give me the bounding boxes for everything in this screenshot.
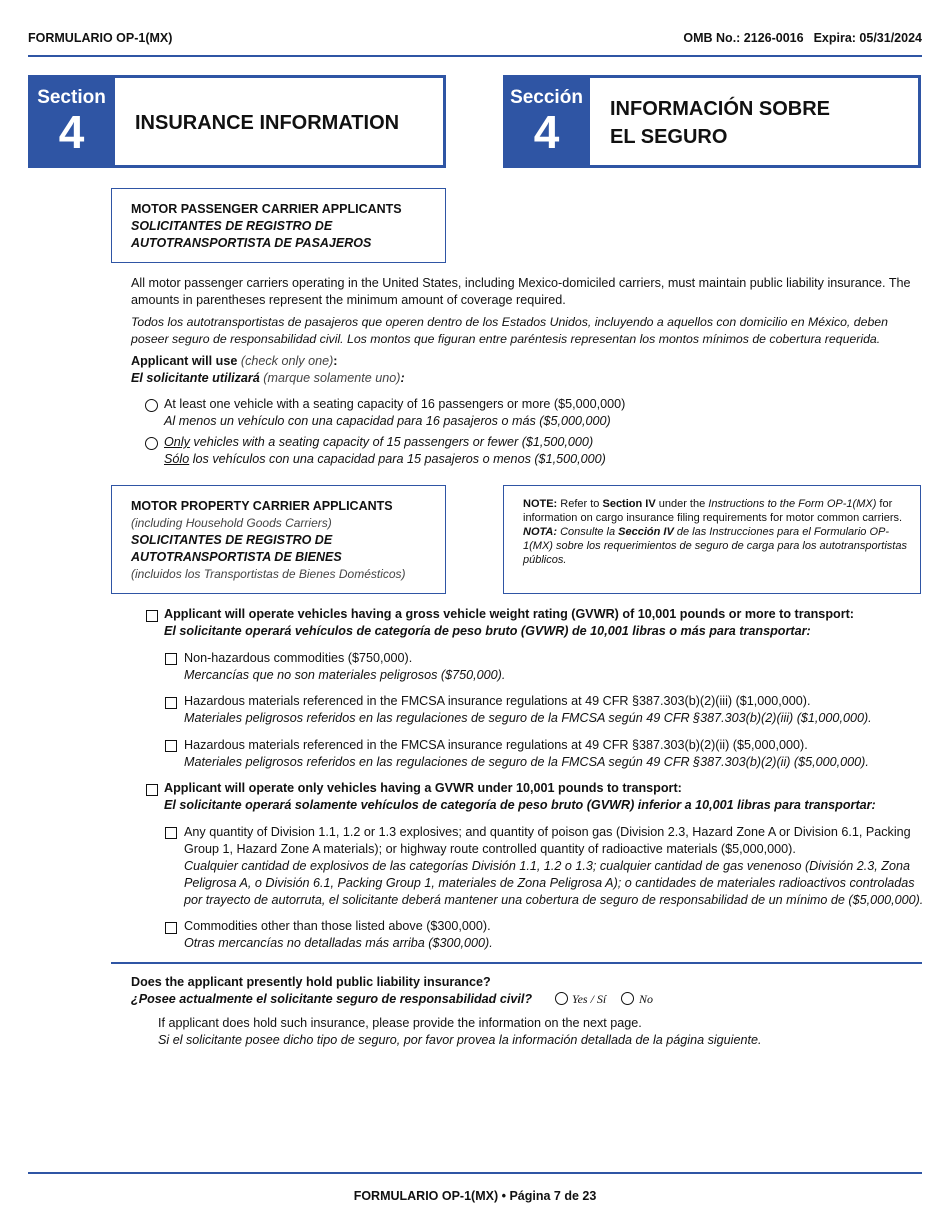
section-tab-es	[503, 75, 590, 168]
footer-rule	[28, 1172, 922, 1174]
hazmat-ii-checkbox[interactable]	[165, 740, 177, 752]
passenger-carrier-box	[111, 188, 446, 263]
gvwr-over-heading	[164, 606, 924, 640]
omb-info	[673, 31, 922, 45]
note-instructions-ref: Instructions to the Form OP-1(MX)	[708, 498, 877, 510]
passenger-option-1-en: At least one vehicle with a seating capacity of 16 passengers or more ($5,000,000)	[164, 397, 626, 411]
hazmat-ii-es: Materiales peligrosos referidos en las regulaciones de seguro de la FMCSA según 49 CFR §387.303(b)(2)(ii) ($5,000,000).	[184, 755, 869, 769]
applicant-use-en	[131, 353, 337, 370]
passenger-box-title-es-1: SOLICITANTES DE REGISTRO DE	[131, 219, 333, 233]
section-word-en: Section	[37, 87, 106, 108]
applicant-use-es-colon: :	[400, 371, 405, 385]
applicant-use-es-bold: El solicitante utilizará	[131, 371, 260, 385]
gvwr-under-heading	[164, 780, 924, 814]
note-en	[523, 497, 910, 525]
applicant-use-en-hint: (check only one)	[240, 354, 334, 368]
section-number-en: 4	[58, 106, 85, 158]
note-box	[503, 485, 921, 594]
property-box-title-es-2: AUTOTRANSPORTISTA DE BIENES	[131, 550, 342, 564]
expiration-date: Expira: 05/31/2024	[813, 31, 922, 45]
gvwr-under-en: Applicant will operate only vehicles having a GVWR under 10,001 pounds to transport:	[164, 781, 682, 795]
page-footer: FORMULARIO OP-1(MX) • Página 7 de 23	[353, 1189, 597, 1203]
note-label: NOTE:	[523, 498, 558, 510]
hazmat-iii-en: Hazardous materials referenced in the FMCSA insurance regulations at 49 CFR §387.303(b)(2)(iii) ($1,000,000).	[184, 694, 811, 708]
passenger-intro-es: Todos los autotransportistas de pasajeros que operen dentro de los Estados Unidos, incluyendo a aquellos con domicilio en México, deben poseer seguro de responsabilidad civil. Los montos que figuran entre paréntesis representan los montos mínimos de cobertura requerida.	[131, 315, 888, 346]
explosives-option	[184, 824, 924, 909]
other-commodities-en: Commodities other than those listed above ($300,000).	[184, 919, 491, 933]
section-header-en	[28, 75, 446, 168]
passenger-option-2-es-rest: los vehículos con una capacidad para 15 pasajeros o menos ($1,500,000)	[189, 452, 606, 466]
passenger-15less-radio[interactable]	[145, 437, 158, 450]
liability-divider	[111, 962, 922, 964]
other-commodities-option	[184, 918, 493, 952]
hazmat-iii-option	[184, 693, 924, 727]
property-box-sub-es: (incluidos los Transportistas de Bienes Domésticos)	[131, 567, 406, 581]
gvwr-over-es: El solicitante operará vehículos de categoría de peso bruto (GVWR) de 10,001 libras o más para transportar:	[164, 624, 811, 638]
section-number-es: 4	[533, 106, 560, 158]
non-hazardous-option	[184, 650, 505, 684]
liability-followup-en: If applicant does hold such insurance, please provide the information on the next page.	[158, 1016, 642, 1030]
liability-yes-radio[interactable]	[555, 992, 568, 1005]
applicant-use-en-bold: Applicant will use	[131, 354, 238, 368]
section-title-es-line2: EL SEGURO	[610, 126, 728, 148]
non-hazardous-en: Non-hazardous commodities ($750,000).	[184, 651, 413, 665]
passenger-option-1-es: Al menos un vehículo con una capacidad para 16 pasajeros o más ($5,000,000)	[164, 414, 611, 428]
non-hazardous-es: Mercancías que no son materiales peligrosos ($750,000).	[184, 668, 506, 682]
section-word-es: Sección	[510, 87, 583, 108]
applicant-use-es	[131, 370, 405, 387]
property-box-title-es-1: SOLICITANTES DE REGISTRO DE	[131, 533, 333, 547]
liability-followup	[158, 1015, 762, 1049]
passenger-option-2-en-rest: vehicles with a seating capacity of 15 passengers or fewer ($1,500,000)	[189, 435, 594, 449]
other-commodities-checkbox[interactable]	[165, 922, 177, 934]
note-text-3: for information on cargo insurance filing requirements for motor common carriers.	[523, 498, 903, 524]
liability-question-en: Does the applicant presently hold public liability insurance?	[131, 975, 491, 989]
non-hazardous-checkbox[interactable]	[165, 653, 177, 665]
gvwr-over-checkbox[interactable]	[146, 610, 158, 622]
form-name: FORMULARIO OP-1(MX)	[28, 31, 173, 45]
note-section-ref: Section IV	[602, 498, 656, 510]
passenger-intro-en: All motor passenger carriers operating in the United States, including Mexico-domiciled carriers, must maintain public liability insurance. The amounts in parentheses represent the minimum amount of coverage required.	[131, 276, 911, 307]
section-title-es-line1: INFORMACIÓN SOBRE	[610, 98, 830, 120]
liability-followup-es: Si el solicitante posee dicho tipo de seguro, por favor provea la información detallada de la página siguiente.	[158, 1033, 762, 1047]
passenger-option-1	[164, 396, 625, 430]
section-title-en: INSURANCE INFORMATION	[135, 112, 400, 134]
property-box-sub-en: (including Household Goods Carriers)	[131, 516, 332, 530]
passenger-option-2-es	[164, 451, 606, 468]
section-title-es	[610, 95, 830, 151]
omb-number: OMB No.: 2126-0016	[683, 31, 804, 45]
nota-label: NOTA:	[523, 526, 558, 538]
gvwr-over-en: Applicant will operate vehicles having a gross vehicle weight rating (GVWR) of 10,001 pounds or more to transport:	[164, 607, 854, 621]
passenger-box-title-es-2: AUTOTRANSPORTISTA DE PASAJEROS	[131, 236, 372, 250]
gvwr-under-checkbox[interactable]	[146, 784, 158, 796]
liability-yes-label: Yes / Sí	[572, 992, 607, 1006]
hazmat-iii-checkbox[interactable]	[165, 697, 177, 709]
passenger-option-2-en	[164, 434, 606, 451]
liability-no-radio[interactable]	[621, 992, 634, 1005]
liability-question-es: ¿Posee actualmente el solicitante seguro de responsabilidad civil?	[131, 992, 533, 1006]
header-rule	[28, 55, 922, 57]
explosives-es: Cualquier cantidad de explosivos de las categorías División 1.1, 1.2 o 1.3; cualquier cantidad de gas venenoso (División 2.3, Zona Peligrosa A, o División 6.1, Packing Group 1, materiales de Zona Peligrosa A); o cantidades de materiales radioactivos controladas por trayecto de autorruta, el solicitante deberá mantener una cobertura de seguro de responsabilidad de un mínimo de ($5,000,000).	[184, 859, 924, 907]
liability-no-label: No	[639, 992, 654, 1006]
hazmat-iii-es: Materiales peligrosos referidos en las regulaciones de seguro de la FMCSA según 49 CFR §387.303(b)(2)(iii) ($1,000,000).	[184, 711, 872, 725]
other-commodities-es: Otras mercancías no detalladas más arriba ($300,000).	[184, 936, 493, 950]
gvwr-under-es: El solicitante operará solamente vehículos de categoría de peso bruto (GVWR) inferior a 10,001 libras para transportar:	[164, 798, 876, 812]
passenger-16plus-radio[interactable]	[145, 399, 158, 412]
hazmat-ii-option	[184, 737, 924, 771]
passenger-option-2-es-solo: Sólo	[164, 452, 190, 466]
property-carrier-box	[111, 485, 446, 594]
passenger-option-2	[164, 434, 606, 468]
hazmat-ii-en: Hazardous materials referenced in the FMCSA insurance regulations at 49 CFR §387.303(b)(2)(ii) ($5,000,000).	[184, 738, 808, 752]
applicant-use-en-colon: :	[333, 354, 338, 368]
nota-text-1: Consulte la	[557, 526, 619, 538]
property-box-title-en: MOTOR PROPERTY CARRIER APPLICANTS	[131, 499, 393, 513]
passenger-box-title-en: MOTOR PASSENGER CARRIER APPLICANTS	[131, 202, 402, 216]
liability-question	[131, 974, 532, 1008]
note-text-2: under the	[655, 498, 709, 510]
note-es	[523, 525, 910, 567]
passenger-option-2-en-only: Only	[164, 435, 190, 449]
nota-text-2: de las Instrucciones para el Formulario OP-1(MX) sobre los requerimientos de seguro de carga para los autotransportistas públicos.	[523, 526, 907, 566]
applicant-use-es-hint: (marque solamente uno)	[263, 371, 401, 385]
note-text-1: Refer to	[557, 498, 603, 510]
explosives-en: Any quantity of Division 1.1, 1.2 or 1.3 explosives; and quantity of poison gas (Division 2.3, Hazard Zone A or Division 6.1, Packing Group 1, Hazard Zone A materials); or highway route controlled quantity of radioactive materials ($5,000,000).	[184, 825, 911, 856]
nota-section-ref: Sección IV	[618, 526, 674, 538]
explosives-checkbox[interactable]	[165, 827, 177, 839]
section-header-es	[503, 75, 921, 168]
section-tab-en	[28, 75, 115, 168]
